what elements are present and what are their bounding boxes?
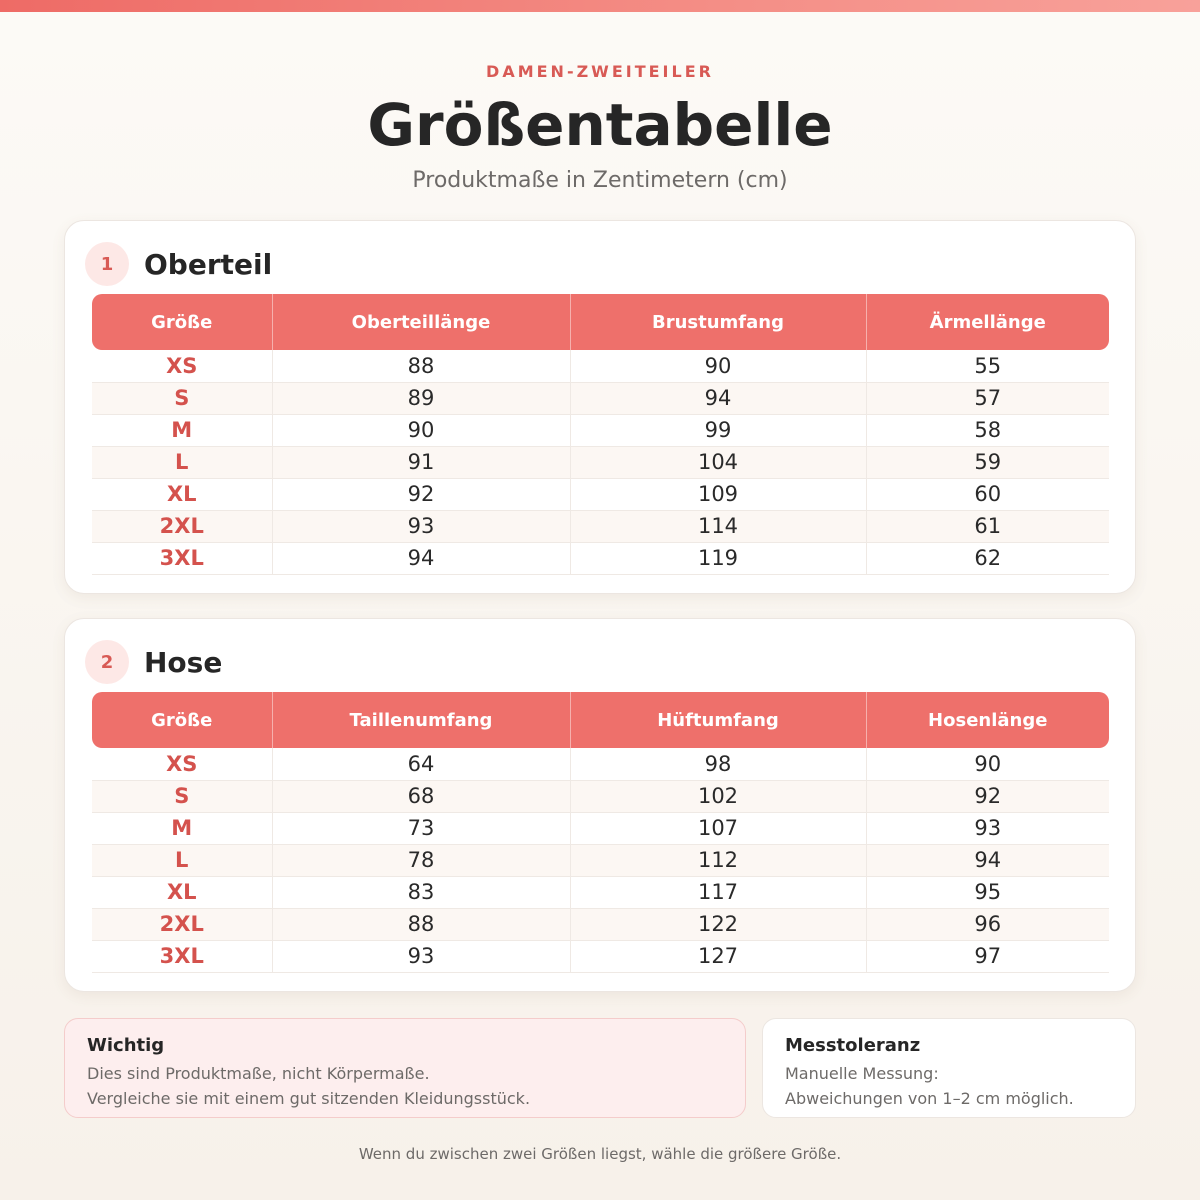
page-subtitle: Produktmaße in Zentimetern (cm) — [412, 168, 788, 193]
measurement-cell: 93 — [272, 510, 570, 542]
important-note-line: Dies sind Produktmaße, nicht Körpermaße. — [87, 1064, 430, 1083]
size-label-cell: M — [92, 414, 272, 446]
important-note-line: Vergleiche sie mit einem gut sitzenden Kleidungsstück. — [87, 1089, 531, 1108]
measurement-cell: 61 — [866, 510, 1109, 542]
page-title: Größentabelle — [367, 91, 833, 159]
table-row — [92, 542, 1109, 574]
table-row — [92, 844, 1109, 876]
tolerance-note — [762, 1018, 1136, 1118]
measurement-cell: 119 — [570, 542, 866, 574]
measurement-cell: 93 — [866, 812, 1109, 844]
measurement-cell: 99 — [570, 414, 866, 446]
measurement-cell: 94 — [866, 844, 1109, 876]
top-accent-bar — [0, 0, 1200, 12]
measurement-cell: 114 — [570, 510, 866, 542]
measurement-cell: 93 — [272, 940, 570, 972]
table-row — [92, 940, 1109, 972]
measurement-cell: 91 — [272, 446, 570, 478]
size-label-cell: 2XL — [92, 908, 272, 940]
measurement-cell: 83 — [272, 876, 570, 908]
measurement-cell: 92 — [866, 780, 1109, 812]
column-header: Oberteillänge — [272, 294, 570, 350]
measurement-cell: 89 — [272, 382, 570, 414]
measurement-cell: 94 — [570, 382, 866, 414]
table-header-row — [92, 692, 1109, 748]
measurement-cell: 59 — [866, 446, 1109, 478]
measurement-cell: 57 — [866, 382, 1109, 414]
table-row — [92, 510, 1109, 542]
measurement-cell: 94 — [272, 542, 570, 574]
page-header — [0, 60, 1200, 196]
column-header: Größe — [92, 294, 272, 350]
measurement-cell: 112 — [570, 844, 866, 876]
measurement-cell: 109 — [570, 478, 866, 510]
size-label-cell: XS — [92, 748, 272, 780]
size-label-cell: 3XL — [92, 542, 272, 574]
section-title: Hose — [144, 645, 223, 679]
measurement-cell: 55 — [866, 350, 1109, 382]
measurement-cell: 104 — [570, 446, 866, 478]
measurement-cell: 90 — [866, 748, 1109, 780]
measurement-cell: 122 — [570, 908, 866, 940]
measurement-cell: 88 — [272, 350, 570, 382]
category-label: DAMEN-ZWEITEILER — [486, 62, 714, 81]
size-label-cell: S — [92, 382, 272, 414]
table-row — [92, 446, 1109, 478]
table-row — [92, 382, 1109, 414]
section-card-pants — [64, 618, 1136, 992]
table-header-row — [92, 294, 1109, 350]
section-title: Oberteil — [144, 247, 273, 281]
measurement-cell: 62 — [866, 542, 1109, 574]
measurement-cell: 90 — [272, 414, 570, 446]
tolerance-note-title: Messtoleranz — [785, 1035, 921, 1056]
column-header: Brustumfang — [570, 294, 866, 350]
measurement-cell: 92 — [272, 478, 570, 510]
section-number-badge: 2 — [85, 640, 129, 684]
footer-hint: Wenn du zwischen zwei Größen liegst, wähle die größere Größe. — [358, 1145, 842, 1163]
measurement-cell: 102 — [570, 780, 866, 812]
measurement-cell: 96 — [866, 908, 1109, 940]
measurement-cell: 127 — [570, 940, 866, 972]
size-label-cell: L — [92, 844, 272, 876]
measurement-cell: 60 — [866, 478, 1109, 510]
column-header: Größe — [92, 692, 272, 748]
measurement-cell: 64 — [272, 748, 570, 780]
column-header: Hüftumfang — [570, 692, 866, 748]
size-table-top — [92, 294, 1109, 575]
table-row — [92, 812, 1109, 844]
table-row — [92, 780, 1109, 812]
size-label-cell: S — [92, 780, 272, 812]
column-header: Ärmellänge — [866, 294, 1109, 350]
table-row — [92, 748, 1109, 780]
column-header: Hosenlänge — [866, 692, 1109, 748]
measurement-cell: 68 — [272, 780, 570, 812]
section-heading — [85, 242, 272, 286]
table-row — [92, 350, 1109, 382]
measurement-cell: 88 — [272, 908, 570, 940]
section-heading — [85, 640, 222, 684]
important-note — [64, 1018, 746, 1118]
size-table-pants — [92, 692, 1109, 973]
measurement-cell: 97 — [866, 940, 1109, 972]
section-number-badge: 1 — [85, 242, 129, 286]
measurement-cell: 73 — [272, 812, 570, 844]
size-label-cell: XL — [92, 478, 272, 510]
measurement-cell: 90 — [570, 350, 866, 382]
section-card-top — [64, 220, 1136, 594]
table-row — [92, 908, 1109, 940]
column-header: Taillenumfang — [272, 692, 570, 748]
measurement-cell: 107 — [570, 812, 866, 844]
size-label-cell: XL — [92, 876, 272, 908]
size-label-cell: XS — [92, 350, 272, 382]
table-row — [92, 478, 1109, 510]
important-note-title: Wichtig — [87, 1035, 165, 1056]
measurement-cell: 78 — [272, 844, 570, 876]
size-label-cell: 2XL — [92, 510, 272, 542]
size-label-cell: L — [92, 446, 272, 478]
measurement-cell: 95 — [866, 876, 1109, 908]
table-row — [92, 876, 1109, 908]
size-label-cell: 3XL — [92, 940, 272, 972]
tolerance-note-line: Manuelle Messung: — [785, 1064, 939, 1083]
tolerance-note-line: Abweichungen von 1–2 cm möglich. — [785, 1089, 1074, 1108]
size-label-cell: M — [92, 812, 272, 844]
measurement-cell: 58 — [866, 414, 1109, 446]
measurement-cell: 117 — [570, 876, 866, 908]
measurement-cell: 98 — [570, 748, 866, 780]
table-row — [92, 414, 1109, 446]
